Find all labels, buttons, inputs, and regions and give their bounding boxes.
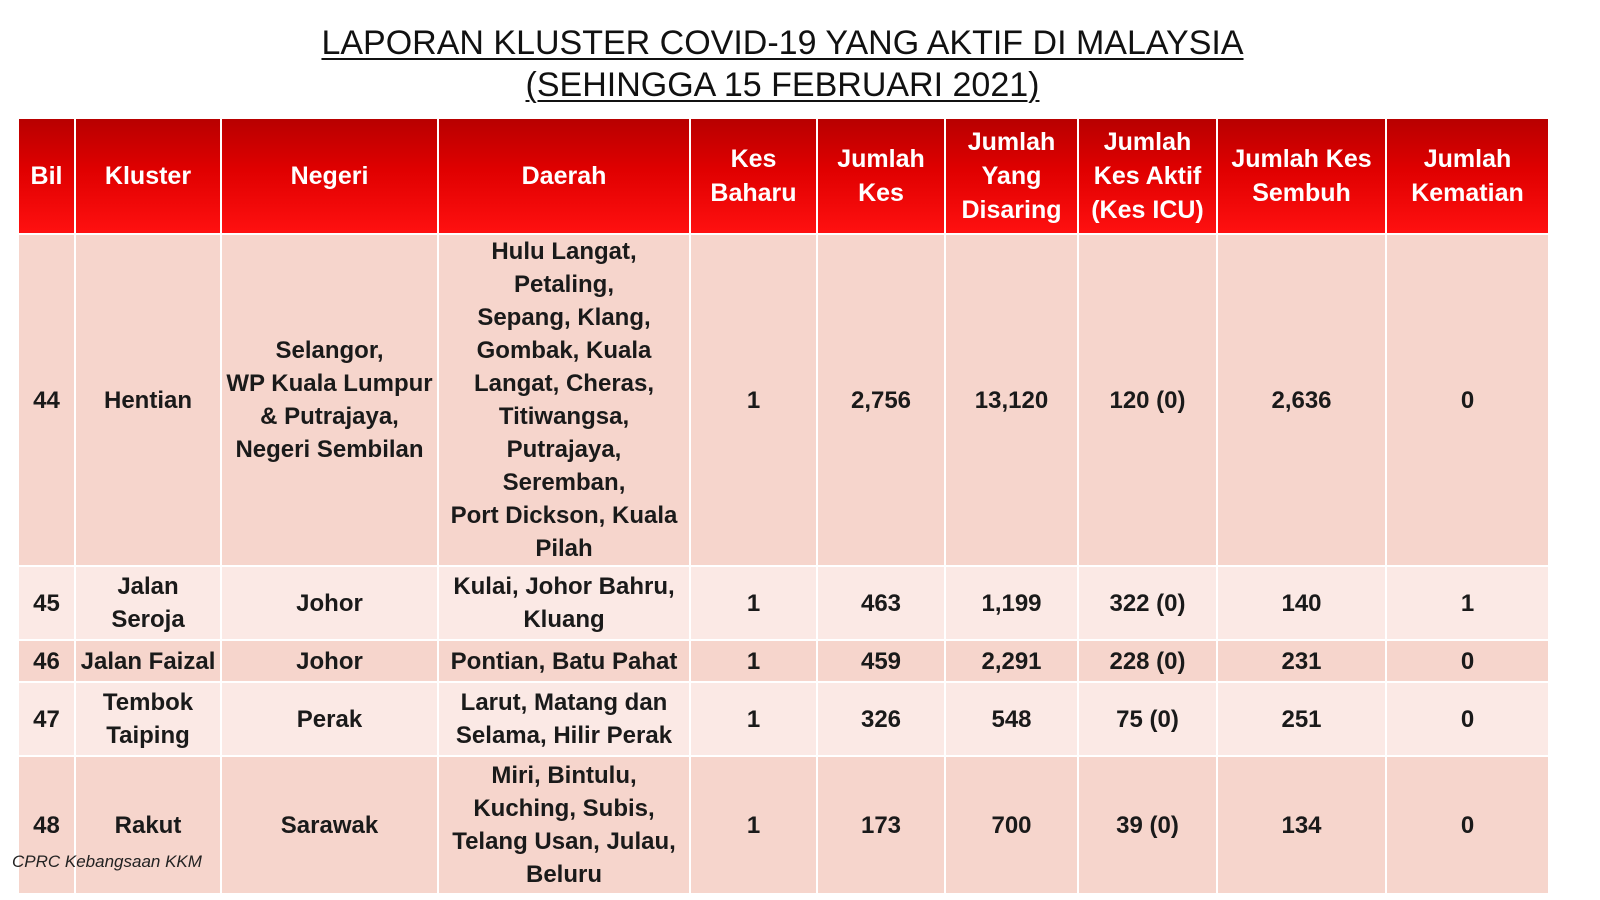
header-kes-baharu: Kes Baharu: [690, 118, 817, 234]
cell-negeri: Perak: [221, 682, 438, 756]
cell-sembuh: 2,636: [1217, 234, 1386, 566]
header-kematian: Jumlah Kematian: [1386, 118, 1549, 234]
cell-daerah: Miri, Bintulu, Kuching, Subis, Telang Usan, Julau, Beluru: [438, 756, 690, 894]
cell-sembuh: 231: [1217, 640, 1386, 682]
cell-kes-baharu: 1: [690, 756, 817, 894]
cell-kluster: Jalan Faizal: [75, 640, 221, 682]
cell-bil: 48: [18, 756, 75, 894]
header-disaring: Jumlah Yang Disaring: [945, 118, 1078, 234]
cell-kluster: Tembok Taiping: [75, 682, 221, 756]
cell-kes-baharu: 1: [690, 566, 817, 640]
cell-negeri: Johor: [221, 640, 438, 682]
cell-daerah: Hulu Langat, Petaling, Sepang, Klang, Gombak, Kuala Langat, Cheras, Titiwangsa, Putrajaya, Seremban, Port Dickson, Kuala Pilah: [438, 234, 690, 566]
cell-negeri: Selangor, WP Kuala Lumpur & Putrajaya, Negeri Sembilan: [221, 234, 438, 566]
source-credit: CPRC Kebangsaan KKM: [12, 852, 202, 871]
cell-kematian: 0: [1386, 640, 1549, 682]
cell-kes-aktif: 39 (0): [1078, 756, 1217, 894]
cell-kluster: Rakut: [75, 756, 221, 894]
cell-negeri: Johor: [221, 566, 438, 640]
cell-disaring: 548: [945, 682, 1078, 756]
cell-kes-baharu: 1: [690, 234, 817, 566]
table-row: [18, 682, 1549, 756]
table-row: [18, 234, 1549, 566]
table-row: [18, 640, 1549, 682]
cell-kes-baharu: 1: [690, 640, 817, 682]
cell-disaring: 1,199: [945, 566, 1078, 640]
cell-disaring: 700: [945, 756, 1078, 894]
cell-sembuh: 140: [1217, 566, 1386, 640]
header-jumlah-kes: Jumlah Kes: [817, 118, 945, 234]
cell-jumlah-kes: 463: [817, 566, 945, 640]
title-line-1: LAPORAN KLUSTER COVID-19 YANG AKTIF DI MALAYSIA: [321, 24, 1244, 62]
cell-jumlah-kes: 459: [817, 640, 945, 682]
title-line-2: (SEHINGGA 15 FEBRUARI 2021): [525, 66, 1040, 104]
cell-disaring: 13,120: [945, 234, 1078, 566]
cell-bil: 44: [18, 234, 75, 566]
table-row: [18, 756, 1549, 894]
table-row: [18, 566, 1549, 640]
header-kluster: Kluster: [75, 118, 221, 234]
cell-kluster: Hentian: [75, 234, 221, 566]
cell-kematian: 0: [1386, 234, 1549, 566]
cell-daerah: Pontian, Batu Pahat: [438, 640, 690, 682]
header-sembuh: Jumlah Kes Sembuh: [1217, 118, 1386, 234]
header-kes-aktif: Jumlah Kes Aktif (Kes ICU): [1078, 118, 1217, 234]
header-daerah: Daerah: [438, 118, 690, 234]
cell-jumlah-kes: 2,756: [817, 234, 945, 566]
cell-sembuh: 251: [1217, 682, 1386, 756]
cell-bil: 46: [18, 640, 75, 682]
cell-negeri: Sarawak: [221, 756, 438, 894]
cell-sembuh: 134: [1217, 756, 1386, 894]
cell-disaring: 2,291: [945, 640, 1078, 682]
cell-daerah: Kulai, Johor Bahru, Kluang: [438, 566, 690, 640]
cell-kes-aktif: 322 (0): [1078, 566, 1217, 640]
header-row: [18, 118, 1549, 234]
cell-jumlah-kes: 326: [817, 682, 945, 756]
cluster-table: [17, 117, 1550, 895]
report-title: [0, 22, 1565, 106]
cell-kes-baharu: 1: [690, 682, 817, 756]
header-negeri: Negeri: [221, 118, 438, 234]
cell-jumlah-kes: 173: [817, 756, 945, 894]
header-bil: Bil: [18, 118, 75, 234]
cell-bil: 45: [18, 566, 75, 640]
cell-kes-aktif: 120 (0): [1078, 234, 1217, 566]
cell-bil: 47: [18, 682, 75, 756]
cell-daerah: Larut, Matang dan Selama, Hilir Perak: [438, 682, 690, 756]
cell-kes-aktif: 75 (0): [1078, 682, 1217, 756]
cell-kematian: 0: [1386, 756, 1549, 894]
cell-kluster: Jalan Seroja: [75, 566, 221, 640]
cell-kes-aktif: 228 (0): [1078, 640, 1217, 682]
cell-kematian: 1: [1386, 566, 1549, 640]
cell-kematian: 0: [1386, 682, 1549, 756]
